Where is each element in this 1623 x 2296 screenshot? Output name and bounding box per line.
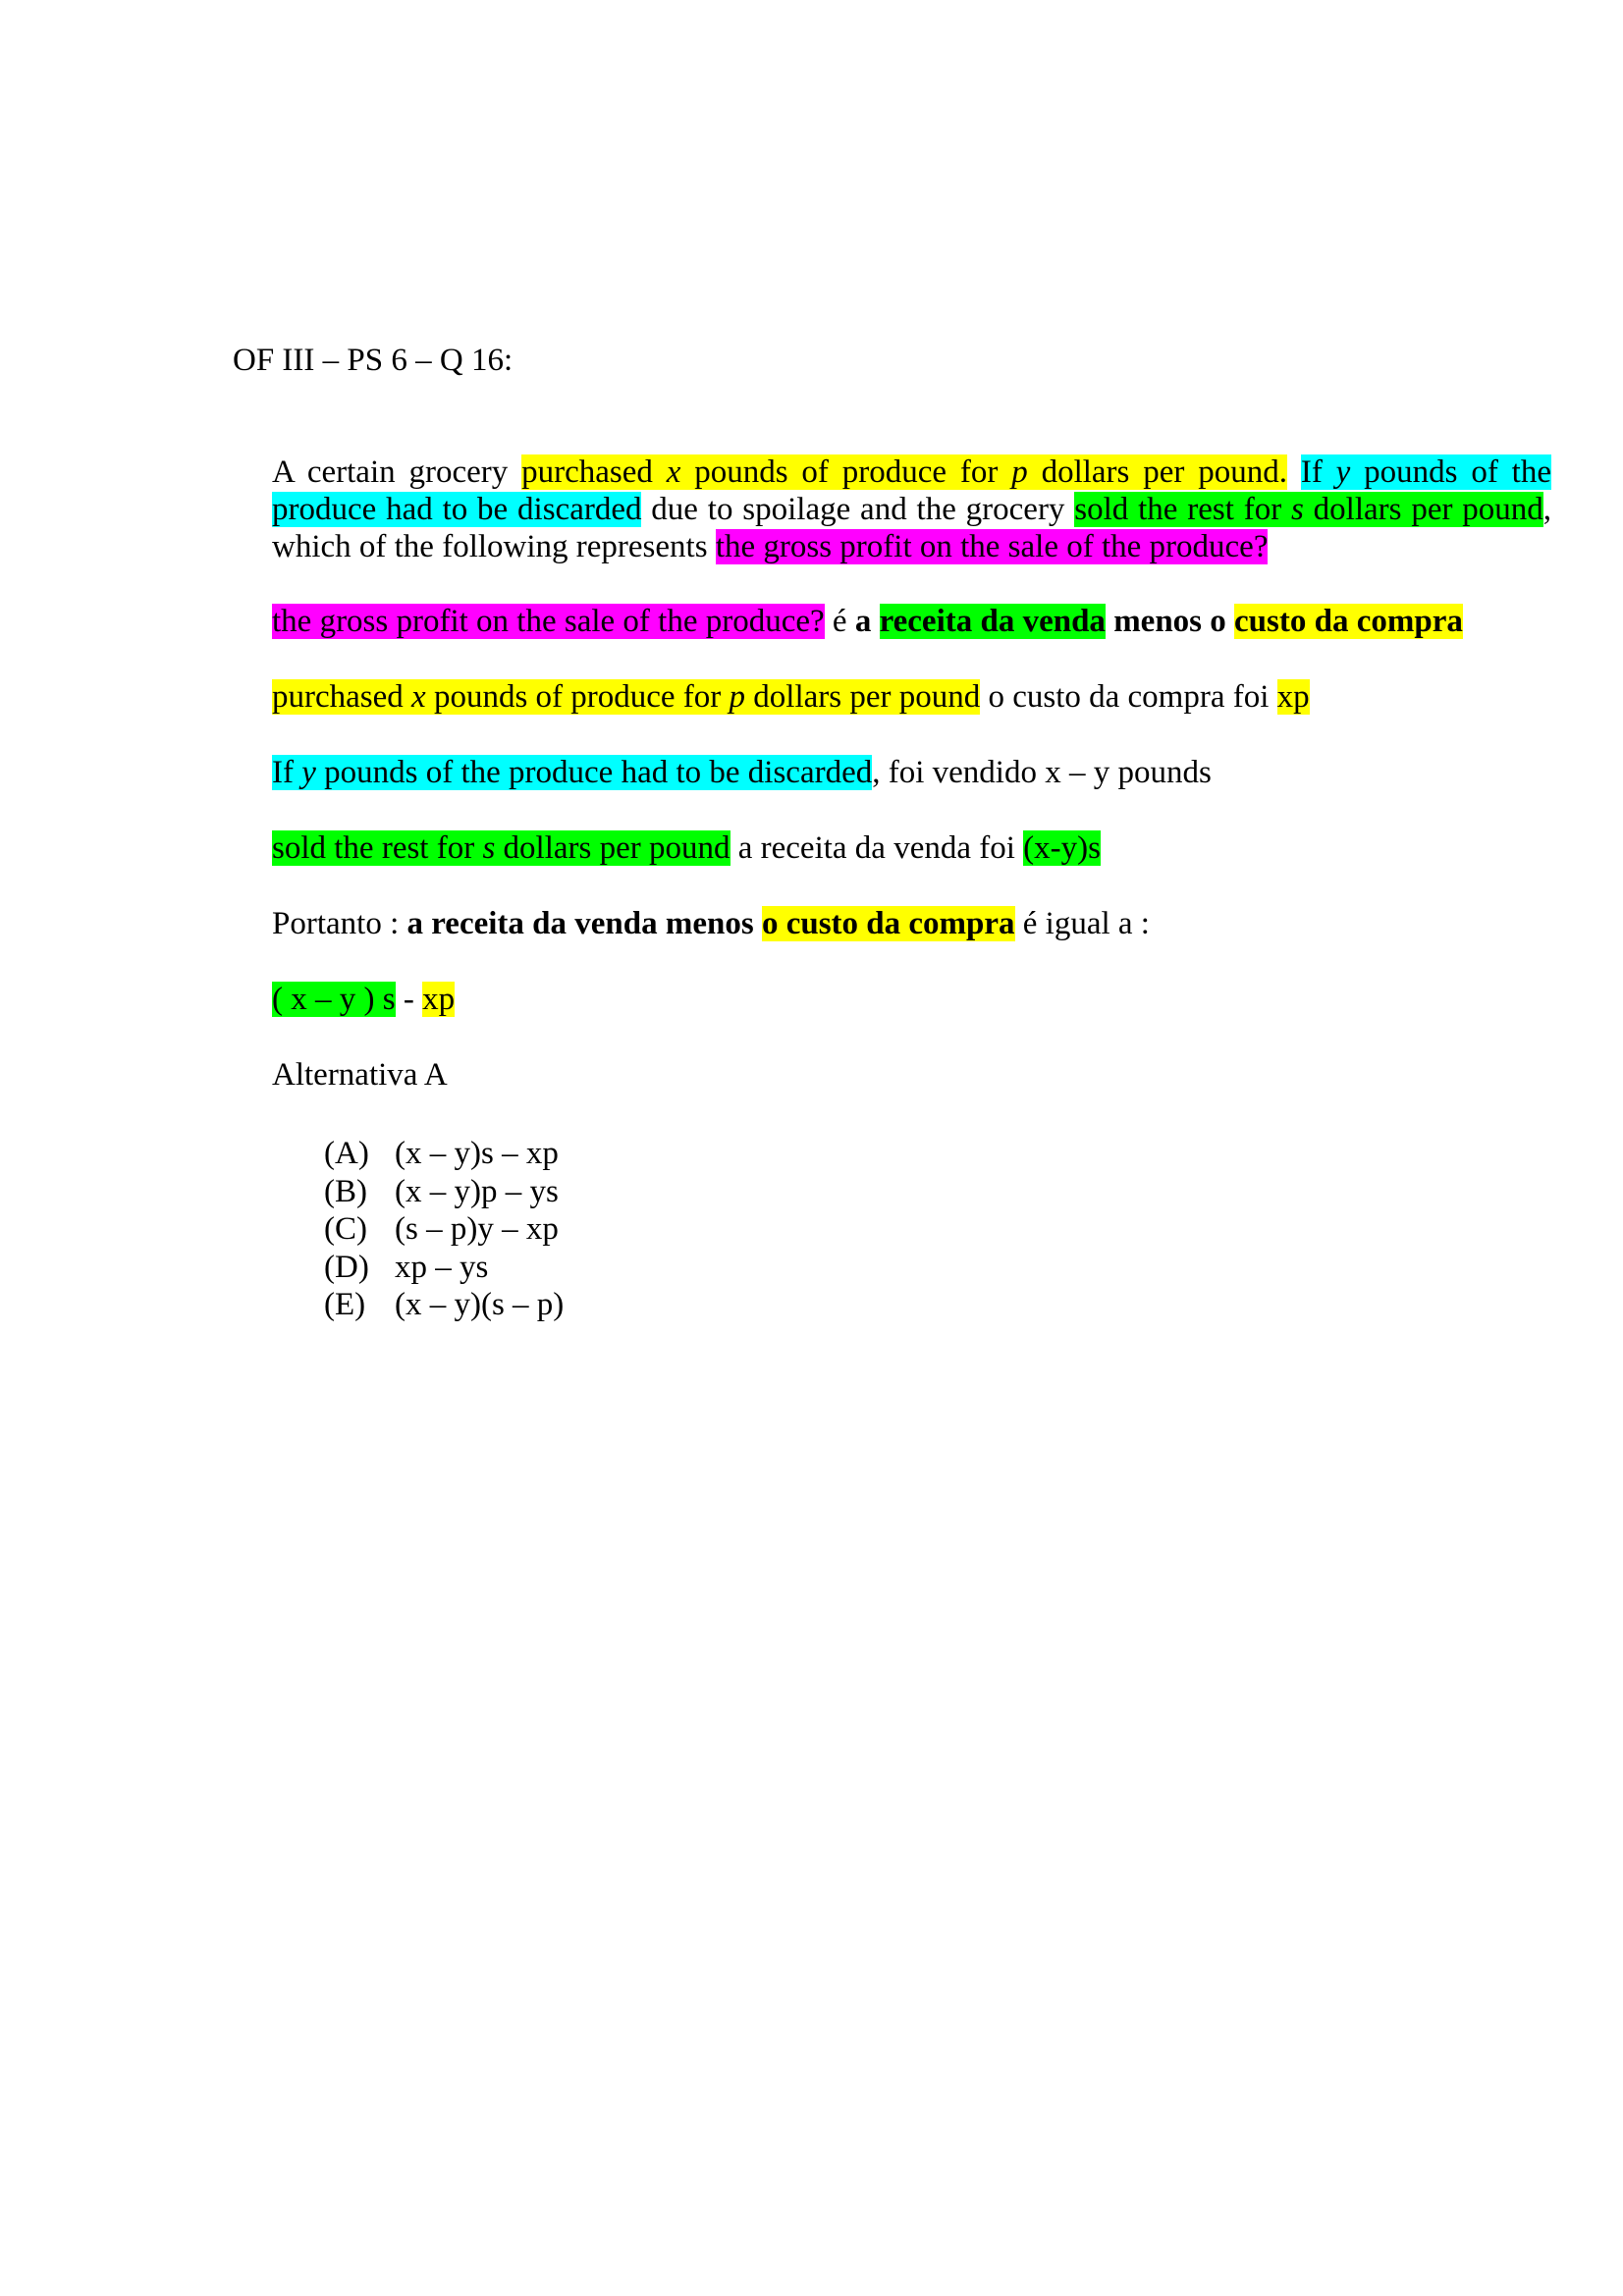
variable-x: x (411, 679, 426, 715)
question-segment: dollars per pound (1303, 492, 1543, 527)
variable-x: x (666, 454, 681, 490)
option-letter: (E) (324, 1287, 366, 1322)
highlight-custo: custo da compra (1234, 604, 1463, 639)
highlight-xp: xp (422, 982, 456, 1017)
explanation-line-2 (272, 678, 1310, 716)
highlight-discarded (272, 755, 872, 790)
option-letter: (D) (324, 1249, 369, 1285)
page-title: OF III – PS 6 – Q 16: (233, 343, 514, 378)
text-segment: pounds of produce for (425, 679, 730, 715)
text-segment: pounds of the produce had to be discarded (315, 755, 873, 790)
explanation-line-4 (272, 829, 1101, 867)
question-segment: dollars per pound. (1027, 454, 1287, 490)
text-segment: a receita da venda menos (406, 906, 762, 941)
text-segment: a (854, 604, 880, 639)
option-a (324, 1135, 564, 1173)
variable-y: y (1335, 454, 1351, 490)
option-letter: (A) (324, 1136, 369, 1171)
question-segment (1287, 454, 1301, 490)
text-segment: dollars per pound (745, 679, 981, 715)
text-segment: o custo da compra foi (980, 679, 1277, 715)
option-letter: (C) (324, 1211, 367, 1247)
option-text: xp – ys (395, 1249, 489, 1285)
option-e (324, 1286, 564, 1324)
text-segment: - (395, 982, 423, 1017)
highlight-purchase (272, 679, 980, 715)
highlight-custo: o custo da compra (761, 906, 1015, 941)
variable-s: s (1291, 492, 1304, 527)
highlight-sold (272, 830, 730, 866)
variable-y: y (301, 755, 316, 790)
text-segment: sold the rest for (272, 830, 483, 866)
option-b (324, 1173, 564, 1211)
question-segment: pounds of the produce had to be discarded (272, 454, 1552, 527)
highlight-receita: receita da venda (879, 604, 1106, 639)
text-segment: dollars per pound (495, 830, 730, 866)
question-segment: pounds of produce for (680, 454, 1012, 490)
explanation-line-1 (272, 603, 1463, 640)
answer-options (324, 1135, 564, 1324)
variable-s: s (482, 830, 496, 866)
option-text: (x – y)p – ys (395, 1173, 559, 1209)
highlight-sold (1074, 492, 1543, 527)
option-text: (x – y)(s – p) (395, 1287, 565, 1322)
text-segment: é igual a : (1014, 906, 1150, 941)
text-segment: menos o (1105, 604, 1235, 639)
option-text: (x – y)s – xp (395, 1136, 559, 1171)
highlight-revenue-formula: ( x – y ) s (272, 982, 396, 1017)
question-segment: A certain grocery (272, 454, 522, 490)
question-segment: If (1300, 454, 1336, 490)
text-segment: purchased (272, 679, 412, 715)
highlight-xp: xp (1276, 679, 1310, 715)
question-segment: , which of the following represents (272, 492, 1552, 564)
text-segment: , foi vendido x – y pounds (872, 755, 1212, 790)
text-segment: Portanto : (272, 906, 407, 941)
text-segment: a receita da venda foi (730, 830, 1024, 866)
text-segment: If (272, 755, 302, 790)
option-letter: (B) (324, 1173, 367, 1209)
text-segment: é (824, 604, 855, 639)
highlight-gross-profit: the gross profit on the sale of the produce? (272, 604, 825, 639)
question-segment: sold the rest for (1074, 492, 1292, 527)
explanation-line-6 (272, 981, 455, 1018)
question-segment: purchased (521, 454, 667, 490)
option-d (324, 1249, 564, 1287)
explanation-line-5 (272, 905, 1150, 942)
option-c (324, 1210, 564, 1249)
explanation-line-3 (272, 754, 1212, 791)
highlight-gross-profit: the gross profit on the sale of the produce? (715, 529, 1269, 564)
highlight-revenue-formula: (x-y)s (1023, 830, 1101, 866)
question-text (272, 454, 1551, 565)
answer-text: Alternativa A (272, 1057, 448, 1093)
variable-p: p (729, 679, 746, 715)
option-text: (s – p)y – xp (395, 1211, 559, 1247)
question-segment: due to spoilage and the grocery (641, 492, 1075, 527)
variable-p: p (1011, 454, 1028, 490)
highlight-purchase (521, 454, 1287, 490)
